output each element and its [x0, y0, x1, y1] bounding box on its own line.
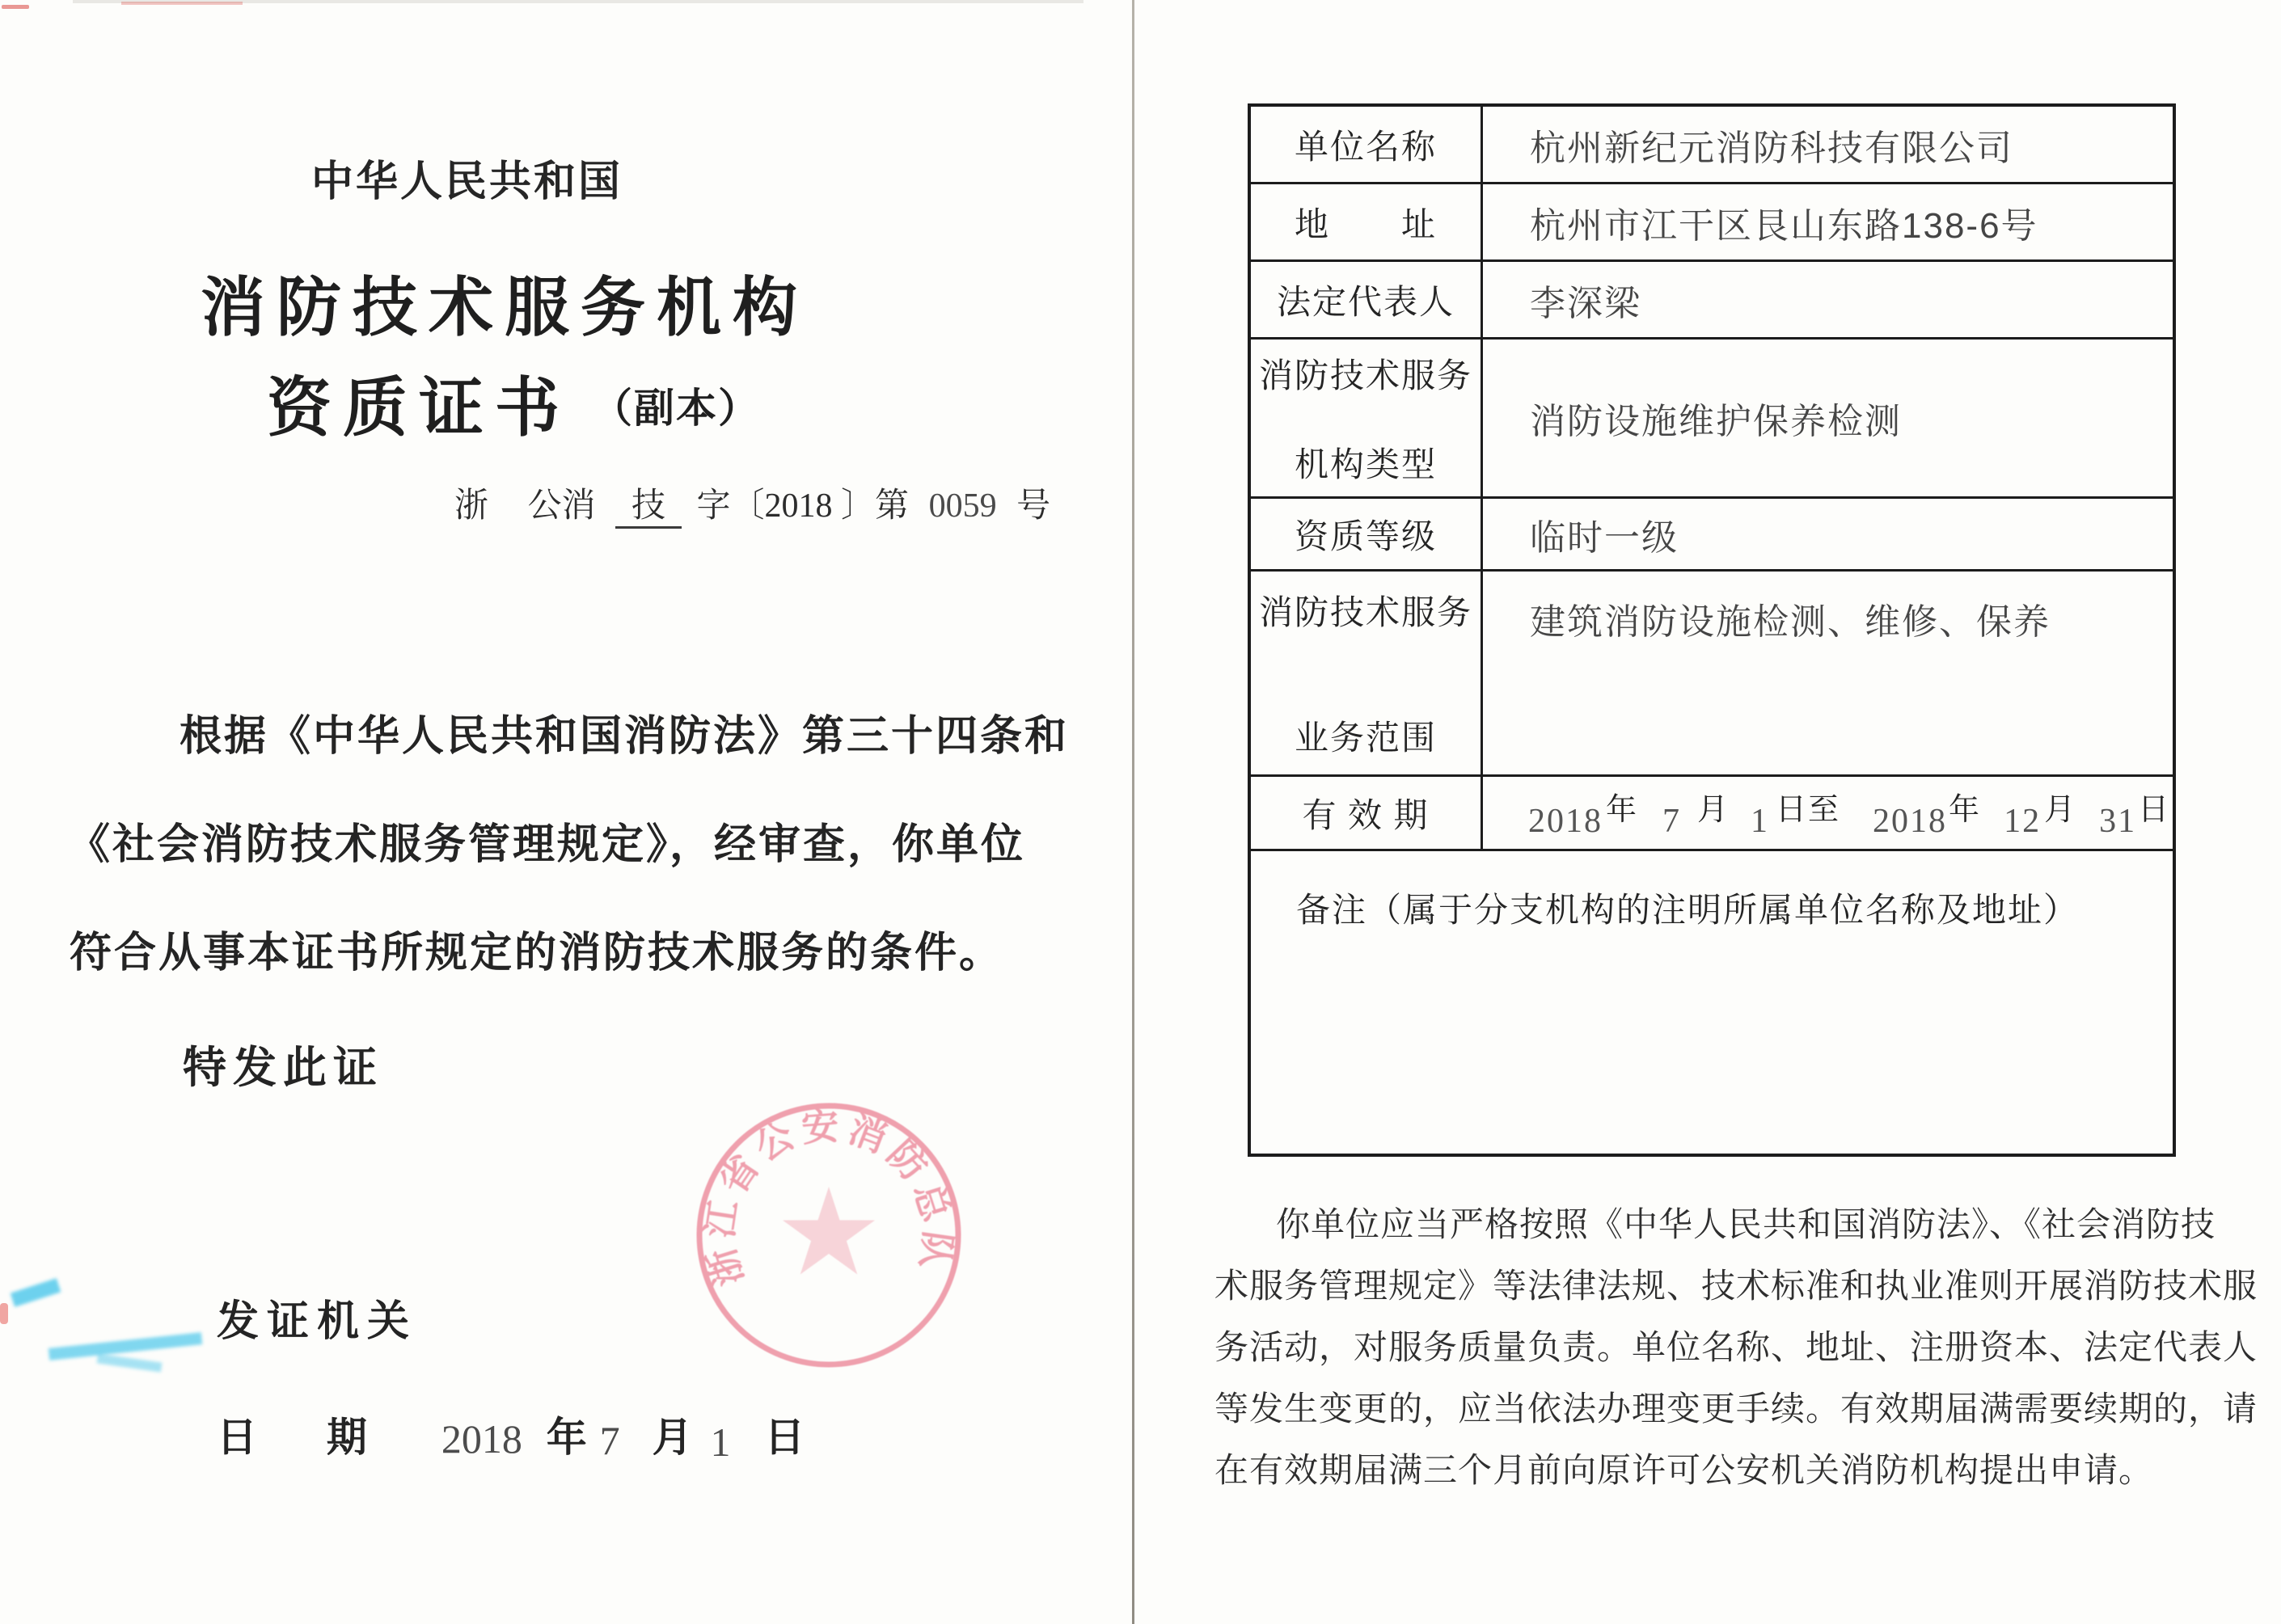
cert-no-serial: 0059 — [928, 487, 997, 525]
cyan-ink-artifact — [49, 1332, 203, 1360]
validity-period-value — [1483, 777, 2173, 849]
certificate-title-main: 资质证书 — [267, 372, 571, 444]
table-row — [1251, 262, 2173, 340]
row-label: 有 效 期 — [1251, 777, 1483, 849]
certificate-details-table — [1248, 103, 2176, 1157]
table-row — [1251, 340, 2173, 499]
day-unit: 日 — [764, 1415, 805, 1460]
issue-date-line — [217, 1405, 805, 1463]
valid-from-month: 7 — [1662, 802, 1682, 840]
cert-no-suffix: 号 — [1016, 487, 1051, 525]
month-unit: 月 — [1697, 793, 1730, 827]
table-row — [1251, 499, 2173, 572]
date-word-2: 期 — [326, 1415, 367, 1460]
service-type-value: 消防设施维护保养检测 — [1530, 402, 1902, 441]
legal-representative-value: 李深梁 — [1530, 283, 1641, 323]
seal-text: 浙江省公安消防总队 — [699, 1105, 959, 1291]
issue-year: 2018 — [441, 1416, 522, 1462]
valid-to-month: 12 — [2004, 802, 2042, 840]
valid-to-year: 2018 — [1873, 802, 1948, 840]
row-label: 地 址 — [1251, 184, 1483, 259]
day-to-unit: 日至 — [1776, 793, 1841, 827]
business-scope-value: 建筑消防设施检测、维修、保养 — [1530, 602, 2051, 642]
red-mark-artifact — [121, 2, 243, 5]
notice-text-line: 在有效期届满三个月前向原许可公安机关消防机构提出申请。 — [1214, 1453, 2154, 1490]
duplicate-copy-label: （副本） — [592, 386, 760, 431]
body-text-line: 符合从事本证书所规定的消防技术服务的条件。 — [70, 930, 1004, 977]
remark-text: 备注（属于分支机构的注明所属单位名称及地址） — [1296, 892, 2080, 930]
certificate-number-line — [454, 479, 1050, 527]
notice-text-line: 等发生变更的，应当依法办理变更手续。有效期届满需要续期的，请 — [1214, 1391, 2258, 1428]
country-title: 中华人民共和国 — [311, 158, 623, 205]
qualification-grade-value: 临时一级 — [1530, 517, 1679, 558]
red-mark-artifact — [2, 5, 29, 9]
page-fold-divider — [1132, 0, 1134, 1624]
body-text-line: 《社会消防技术服务管理规定》，经审查，你单位 — [68, 821, 1026, 868]
validity-period-row — [1251, 777, 2173, 851]
cyan-ink-artifact — [97, 1353, 163, 1372]
day-unit: 日 — [2138, 793, 2171, 827]
issuance-statement: 特发此证 — [183, 1044, 383, 1092]
valid-from-day: 1 — [1751, 802, 1770, 840]
table-row — [1251, 572, 2173, 777]
row-label-line2: 业务范围 — [1294, 720, 1437, 757]
notice-text-line: 术服务管理规定》等法律法规、技术标准和执业准则开展消防技术服 — [1214, 1268, 2258, 1306]
body-text-line: 根据《中华人民共和国消防法》第三十四条和 — [180, 713, 1070, 760]
date-word-1: 日 — [217, 1415, 257, 1460]
month-unit: 月 — [2044, 793, 2077, 827]
seal-star-icon — [783, 1187, 875, 1275]
cyan-ink-artifact — [11, 1278, 61, 1307]
cert-no-year: 字〔2018 〕第 — [696, 487, 910, 525]
table-row — [1251, 184, 2173, 262]
certificate-title-line: 消防技术服务机构 — [201, 272, 809, 344]
row-label-line1: 消防技术服务 — [1258, 358, 1472, 395]
row-label: 资质等级 — [1251, 499, 1483, 569]
month-unit: 月 — [652, 1415, 693, 1460]
red-mark-artifact — [0, 1303, 8, 1324]
year-unit: 年 — [1949, 793, 1982, 827]
issue-day: 1 — [710, 1419, 731, 1465]
row-label-line2: 机构类型 — [1294, 447, 1437, 484]
row-label: 单位名称 — [1251, 107, 1483, 182]
cert-no-region: 浙 — [454, 487, 489, 525]
row-label — [1251, 572, 1483, 774]
cert-no-category-underlined: 技 — [615, 487, 682, 529]
remark-row — [1251, 851, 2173, 1154]
issue-month: 7 — [599, 1418, 620, 1463]
year-unit: 年 — [546, 1415, 587, 1460]
official-seal-stamp — [683, 1090, 974, 1381]
valid-from-year: 2018 — [1528, 802, 1603, 840]
notice-text-line: 你单位应当严格按照《中华人民共和国消防法》、《社会消防技 — [1276, 1207, 2216, 1244]
cert-no-authority: 公消 — [527, 487, 596, 525]
valid-to-day: 31 — [2099, 802, 2137, 840]
address-value: 杭州市江干区艮山东路138-6号 — [1530, 205, 2038, 246]
certificate-title-line2 — [267, 356, 760, 449]
notice-text-line: 务活动，对服务质量负责。单位名称、地址、注册资本、法定代表人 — [1214, 1330, 2258, 1367]
row-label — [1251, 340, 1483, 496]
company-name-value: 杭州新纪元消防科技有限公司 — [1530, 128, 2013, 168]
table-row — [1251, 107, 2173, 184]
row-label-line1: 消防技术服务 — [1258, 595, 1472, 632]
year-unit: 年 — [1606, 793, 1639, 827]
issuing-authority-label: 发证机关 — [217, 1298, 418, 1345]
row-label: 法定代表人 — [1251, 262, 1483, 337]
